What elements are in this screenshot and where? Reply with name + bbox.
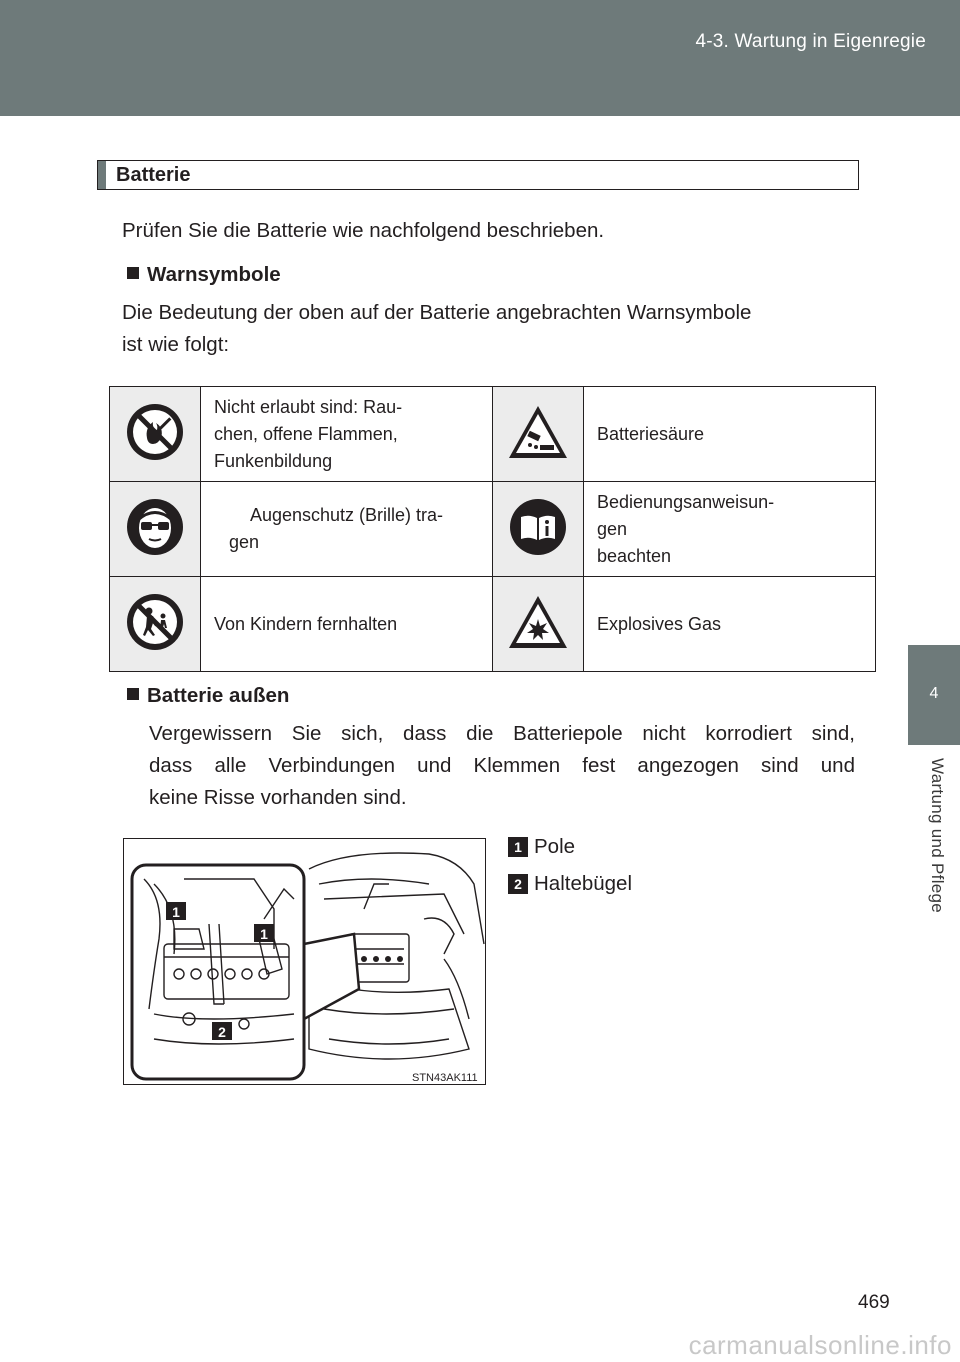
section-heading: [97, 160, 859, 190]
page-number: 469: [858, 1292, 890, 1313]
table-cell-text: [201, 482, 493, 577]
legend-label: Pole: [534, 835, 576, 858]
figure-marker-2: 2: [218, 1024, 226, 1040]
eye-protection-icon: [110, 482, 201, 577]
cell-line: Funkenbildung: [214, 450, 333, 471]
warn-symbols-heading: [127, 263, 281, 287]
battery-acid-icon: [493, 387, 584, 482]
page-header: [0, 0, 960, 116]
figure-marker-1b: 1: [260, 926, 268, 942]
intro-text: Prüfen Sie die Batterie wie nachfolgend beschrieben.: [122, 219, 605, 242]
cell-line: chen, offene Flammen,: [214, 423, 398, 444]
keep-children-away-icon: [110, 577, 201, 672]
no-fire-icon: [110, 387, 201, 482]
chapter-tab-label: Wartung und Pflege: [928, 758, 947, 914]
table-cell-text: [584, 482, 876, 577]
warn-symbols-text-2: ist wie folgt:: [122, 333, 230, 356]
cell-line: Bedienungsanweisun-: [597, 491, 775, 512]
explosive-gas-icon: [493, 577, 584, 672]
table-cell-text: [201, 387, 493, 482]
cell-line: beachten: [597, 545, 672, 566]
table-row: [110, 482, 876, 577]
section-heading-text: Batterie: [116, 164, 191, 186]
cell-line: Augenschutz (Brille) tra-: [249, 505, 444, 525]
outside-text-1: Vergewissern Sie sich, dass die Batteriepole nicht korrodiert sind,: [149, 722, 855, 745]
manual-icon: [493, 482, 584, 577]
battery-illustration: [123, 838, 486, 1085]
figure-code: STN43AK111: [412, 1072, 478, 1084]
outside-heading: [127, 684, 289, 708]
cell-line: Von Kindern fernhalten: [214, 613, 398, 634]
warn-symbols-heading-text: Warnsymbole: [147, 263, 281, 286]
outside-text-3: keine Risse vorhanden sind.: [149, 786, 407, 809]
warning-symbols-table: [109, 386, 876, 672]
cell-line: gen: [597, 518, 628, 539]
bullet-square-icon: [127, 688, 139, 700]
legend-item-1: [508, 835, 575, 859]
chapter-tab-number: 4: [929, 685, 939, 702]
engine-bay-drawing: [124, 839, 486, 1085]
section-heading-bar: [98, 161, 106, 189]
bullet-square-icon: [127, 267, 139, 279]
cell-line: Batteriesäure: [597, 423, 705, 444]
table-row: [110, 577, 876, 672]
cell-line: gen: [229, 532, 260, 552]
table-cell-text: [201, 577, 493, 672]
cell-line: Nicht erlaubt sind: Rau-: [214, 396, 403, 417]
figure-marker-1: 1: [172, 904, 180, 920]
outside-heading-text: Batterie außen: [147, 684, 290, 707]
legend-label: Haltebügel: [534, 872, 633, 895]
chapter-title: 4-3. Wartung in Eigenregie: [695, 31, 926, 52]
cell-line: Explosives Gas: [597, 613, 722, 634]
watermark: carmanualsonline.info: [688, 1330, 952, 1360]
table-cell-text: [584, 577, 876, 672]
warn-symbols-text-1: Die Bedeutung der oben auf der Batterie angebrachten Warnsymbole: [122, 301, 752, 324]
outside-text-2: dass alle Verbindungen und Klemmen fest angezogen sind und: [149, 754, 855, 777]
legend-item-2: [508, 872, 632, 896]
table-cell-text: [584, 387, 876, 482]
chapter-tab: [908, 645, 960, 745]
legend-number-box: 2: [508, 874, 528, 894]
table-row: [110, 387, 876, 482]
legend-number-box: 1: [508, 837, 528, 857]
